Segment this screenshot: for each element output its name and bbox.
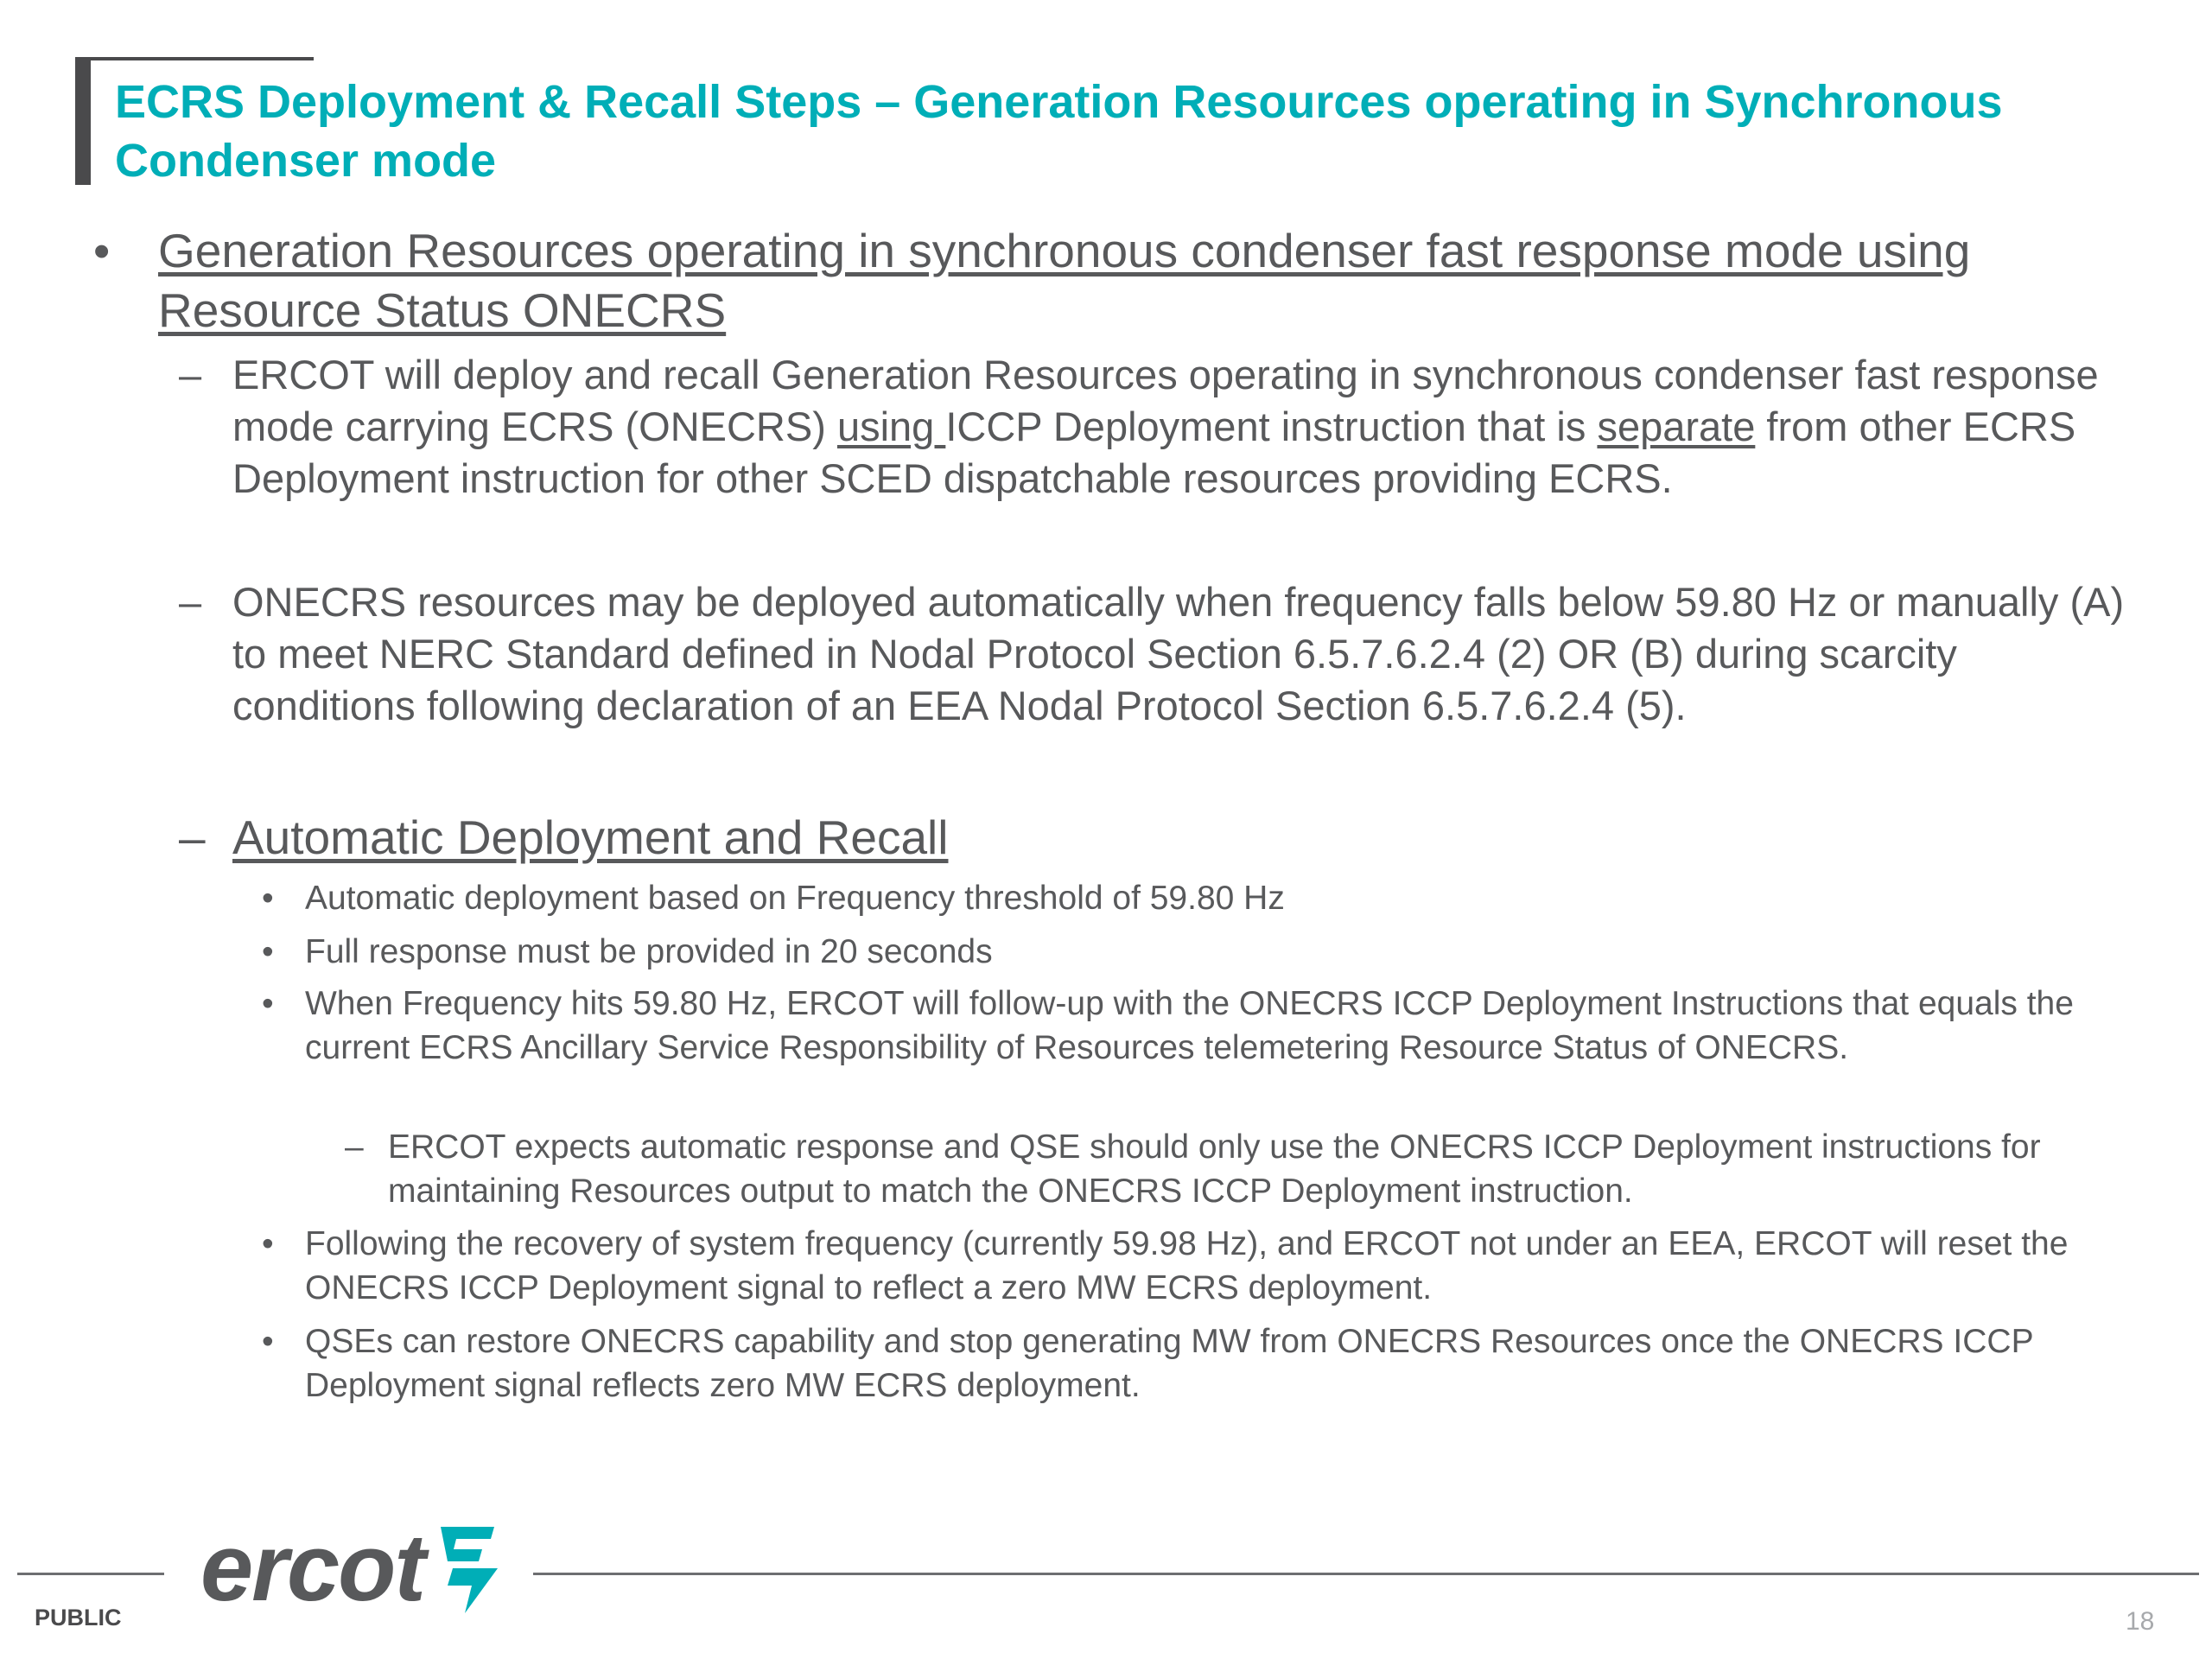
bullet-marker: • bbox=[262, 933, 274, 970]
bullet-marker: • bbox=[262, 1323, 274, 1360]
bullet-marker: • bbox=[262, 985, 274, 1022]
text-run: ICCP Deployment instruction that is bbox=[945, 404, 1598, 449]
bullet-marker: • bbox=[262, 880, 274, 917]
logo-wordmark: ercot bbox=[200, 1515, 424, 1621]
main-bullet-text: Generation Resources operating in synchronous condenser fast response mode using Resource Status ONECRS bbox=[158, 224, 1971, 337]
dash-marker: – bbox=[345, 1128, 364, 1166]
ercot-logo bbox=[200, 1516, 503, 1624]
bullet-marker: • bbox=[262, 1225, 274, 1262]
slide-title: ECRS Deployment & Recall Steps – Generation Resources operating in Synchronous Condenser mode bbox=[115, 76, 2003, 187]
title-accent-line bbox=[75, 57, 314, 60]
page-number: 18 bbox=[2126, 1607, 2155, 1636]
lightning-bolt-icon bbox=[422, 1522, 501, 1617]
sub-heading-automatic-text: Automatic Deployment and Recall bbox=[232, 810, 949, 864]
underlined-text-separate: separate bbox=[1597, 404, 1756, 449]
dash-marker: – bbox=[179, 352, 202, 397]
list-item-text: When Frequency hits 59.80 Hz, ERCOT will follow-up with the ONECRS ICCP Deployment Instructions that equals the current ECRS Ancillary Service Responsibility of Resources telemetering Resource Status of ONECRS. bbox=[305, 985, 2074, 1066]
text-run: ERCOT will deploy and recall Generation Resources operating in synchronous condenser fast response mode carrying ECRS (ONECRS) bbox=[232, 352, 2099, 449]
list-item-text: QSEs can restore ONECRS capability and stop generating MW from ONECRS Resources once the ONECRS ICCP Deployment signal reflects zero MW ECRS deployment. bbox=[305, 1323, 2033, 1404]
footer-divider-right bbox=[533, 1573, 2199, 1575]
bullet-marker: • bbox=[93, 224, 111, 277]
list-item-text: Full response must be provided in 20 seconds bbox=[305, 933, 993, 970]
underlined-text-using: using bbox=[836, 404, 946, 449]
text-run: from other ECRS Deployment instruction for other SCED dispatchable resources providing ECRS. bbox=[232, 404, 2076, 501]
public-label: PUBLIC bbox=[35, 1605, 122, 1630]
sub-item-deploy-recall-text bbox=[232, 349, 2133, 505]
dash-marker: – bbox=[179, 810, 206, 864]
footer-divider-left bbox=[17, 1573, 164, 1575]
title-accent-bar bbox=[75, 57, 91, 185]
sub-item-automatic-manual-text: ONECRS resources may be deployed automatically when frequency falls below 59.80 Hz or manually (A) to meet NERC Standard defined in Nodal Protocol Section 6.5.7.6.2.4 (2) OR (B) during scarcity conditions following declaration of an EEA Nodal Protocol Section 6.5.7.6.2.4 (5). bbox=[232, 579, 2125, 728]
list-item-text: Following the recovery of system frequency (currently 59.98 Hz), and ERCOT not under an EEA, ERCOT will reset the ONECRS ICCP Deployment signal to reflect a zero MW ECRS deployment. bbox=[305, 1225, 2069, 1306]
list-item-text: Automatic deployment based on Frequency threshold of 59.80 Hz bbox=[305, 880, 1285, 917]
dash-marker: – bbox=[179, 579, 202, 625]
nested-list-item-text: ERCOT expects automatic response and QSE should only use the ONECRS ICCP Deployment instructions for maintaining Resources output to match the ONECRS ICCP Deployment instruction. bbox=[388, 1128, 2041, 1210]
